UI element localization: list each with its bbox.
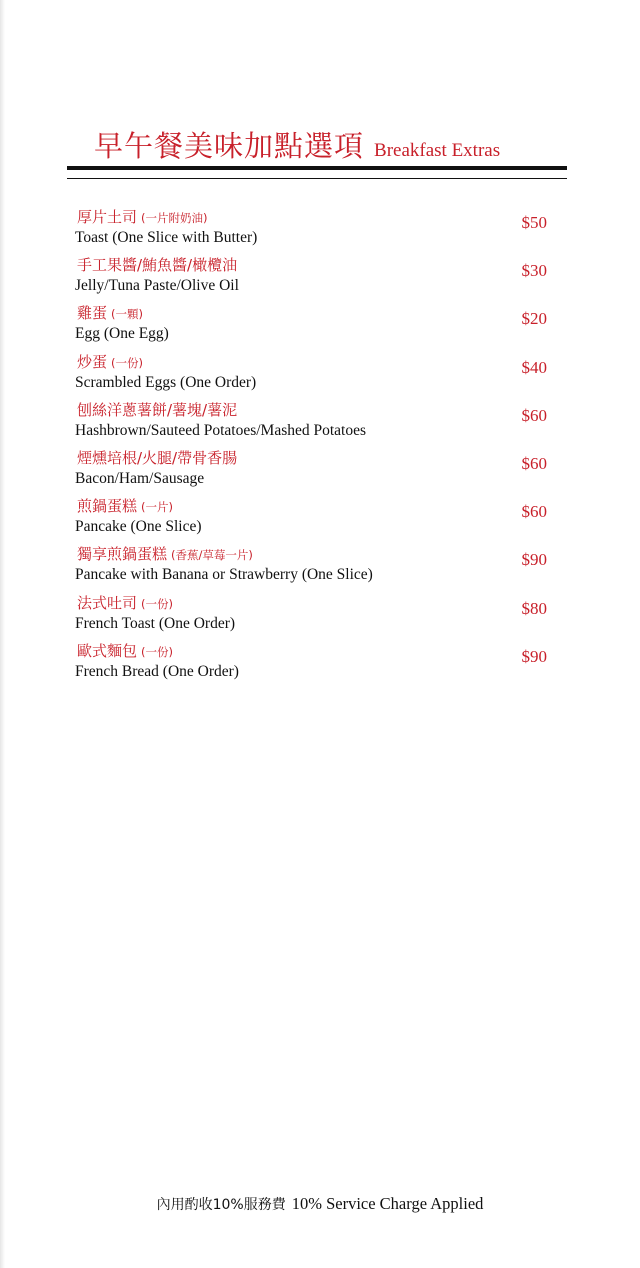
item-price: $60 [521,453,547,473]
item-name-english: French Bread (One Order) [75,662,239,680]
item-price: $90 [521,550,547,570]
menu-item [75,207,555,255]
item-name-english: Jelly/Tuna Paste/Olive Oil [75,277,239,295]
page-edge-shadow [0,0,5,1268]
item-price: $20 [521,309,547,329]
menu-item [75,641,555,689]
menu-item [75,255,555,303]
menu-item [75,593,555,641]
item-name-chinese: 煎鍋蛋糕 (一片) [77,497,173,516]
item-price: $60 [521,502,547,522]
item-name-chinese: 厚片土司 (一片附奶油) [77,208,208,226]
item-price: $50 [521,213,547,232]
item-name-chinese: 雞蛋 (一顆) [77,304,143,323]
item-name-english: French Toast (One Order) [75,614,236,632]
service-charge-english: 10% Service Charge Applied [291,1194,484,1213]
menu-item [75,400,555,448]
menu-header [94,124,500,165]
item-name-chinese: 歐式麵包 (一份) [77,641,173,660]
item-name-chinese: 獨享煎鍋蛋糕 (香蕉/草莓一片) [77,545,253,564]
service-charge-note [0,1194,640,1214]
menu-item [75,448,555,496]
item-price: $90 [521,646,547,666]
menu-list [75,207,555,689]
menu-item [75,303,555,351]
item-note-chinese: (一顆) [111,307,143,322]
item-price: $60 [521,405,547,425]
item-note-chinese: (一份) [111,355,143,370]
item-name-english: Hashbrown/Sauteed Potatoes/Mashed Potatoes [75,421,367,439]
menu-item [75,496,555,544]
header-rule-thin [67,178,567,179]
item-price: $80 [521,598,547,618]
item-price: $30 [521,261,547,281]
item-note-chinese: (一份) [141,644,173,659]
service-charge-chinese: 內用酌收10%服務費 [156,1197,286,1213]
item-note-chinese: (一片附奶油) [141,211,208,225]
menu-item [75,544,555,592]
title-english: Breakfast Extras [374,140,501,161]
item-name-chinese: 法式吐司 (一份) [77,593,173,612]
item-name-english: Bacon/Ham/Sausage [75,469,205,487]
item-name-english: Pancake (One Slice) [75,518,202,536]
menu-item [75,352,555,400]
item-note-chinese: (一片) [141,500,173,515]
item-name-chinese: 炒蛋 (一份) [77,352,143,371]
item-price: $40 [521,357,547,377]
item-name-chinese: 手工果醬/鮪魚醬/橄欖油 [77,256,238,275]
item-name-chinese: 刨絲洋蔥薯餅/薯塊/薯泥 [77,400,238,419]
item-name-chinese: 煙燻培根/火腿/帶骨香腸 [77,448,238,467]
header-rule-thick [67,166,567,170]
item-note-chinese: (香蕉/草莓一片) [171,548,253,563]
item-name-english: Pancake with Banana or Strawberry (One Slice) [75,566,373,584]
item-note-chinese: (一份) [141,596,173,611]
title-chinese: 早午餐美味加點選項 [94,129,365,163]
item-name-english: Toast (One Slice with Butter) [75,229,258,246]
item-name-english: Egg (One Egg) [75,325,169,343]
item-name-english: Scrambled Eggs (One Order) [75,373,257,391]
